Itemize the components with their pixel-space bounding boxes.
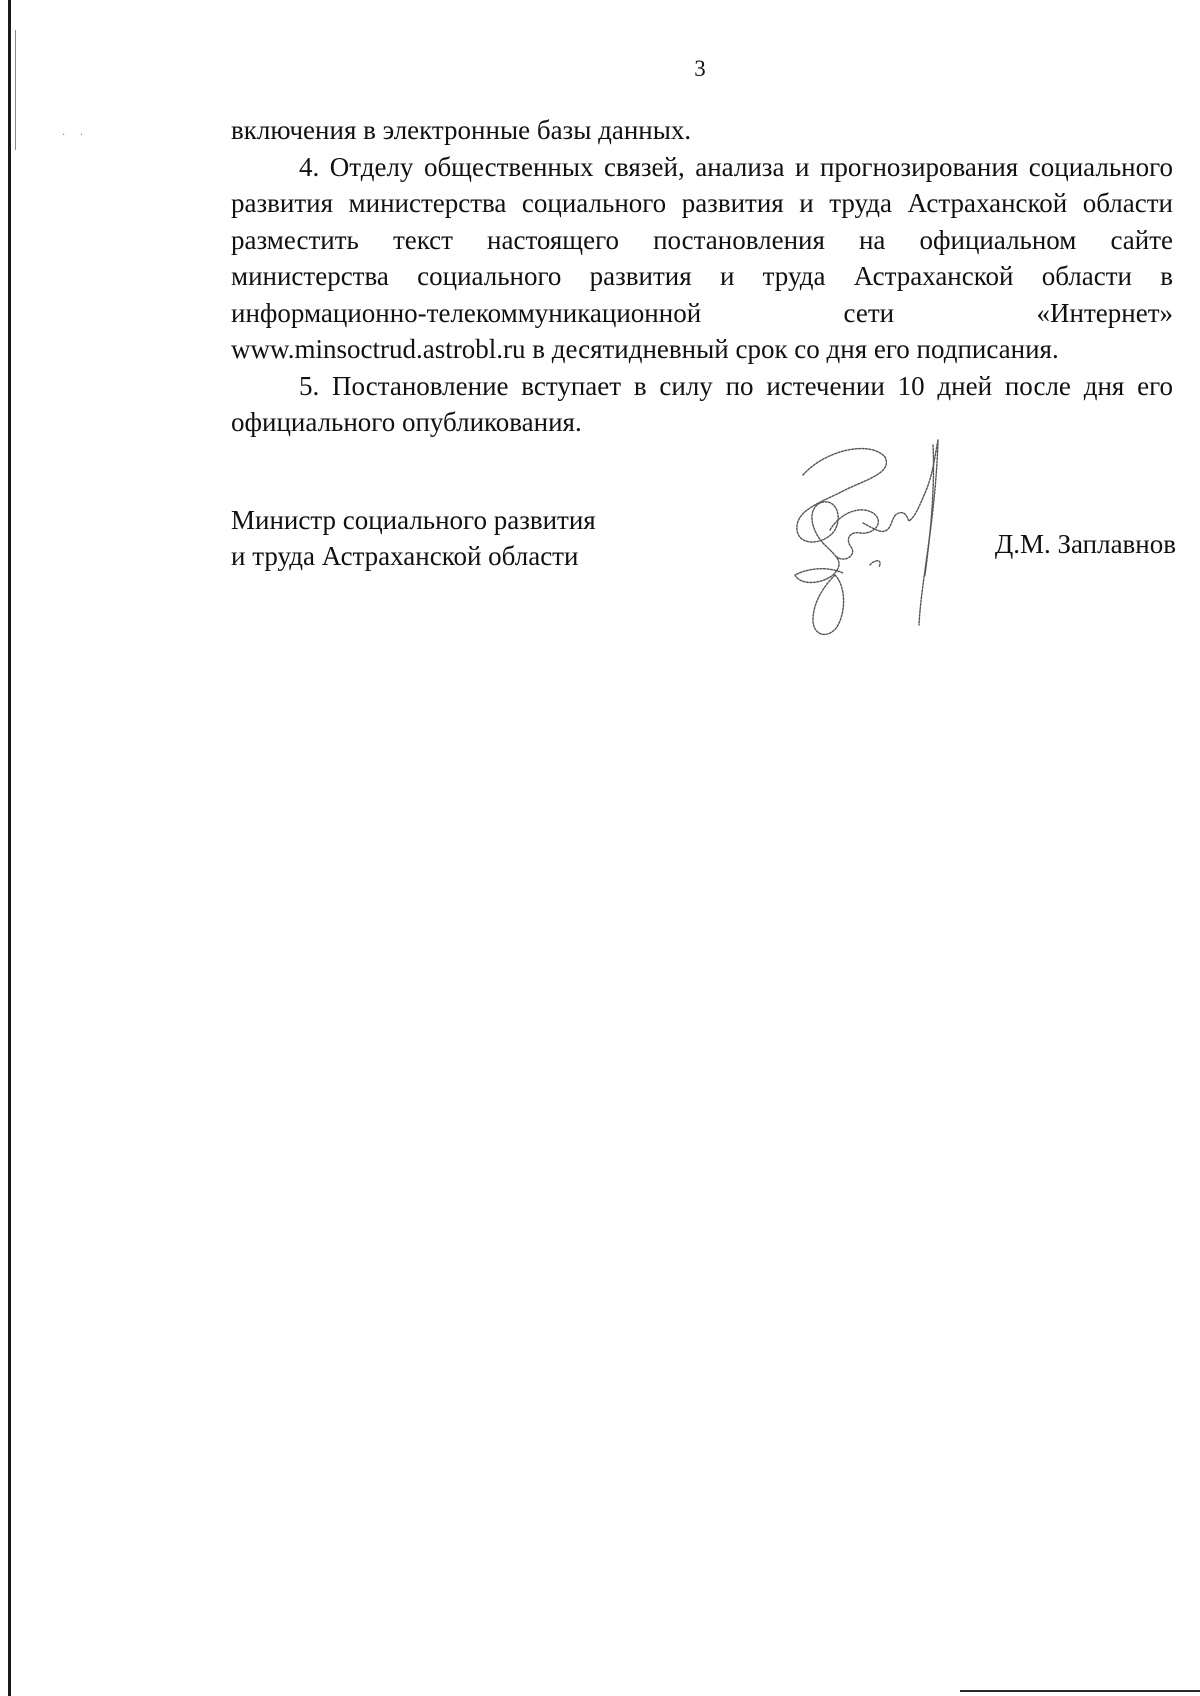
- scan-edge-bottom: [960, 1690, 1200, 1692]
- paragraph-continuation: включения в электронные базы данных.: [231, 115, 692, 145]
- scan-noise: · ·: [62, 130, 90, 141]
- scan-edge-left: [8, 0, 11, 1696]
- document-body: [231, 112, 1173, 441]
- signatory-position: [231, 502, 596, 574]
- signatory-position-line-2: и труда Астраханской области: [231, 541, 579, 571]
- page-number: 3: [694, 56, 706, 81]
- signatory-name: Д.М. Заплавнов: [994, 529, 1176, 559]
- scan-edge-left-thin: [15, 30, 16, 150]
- paragraph-item-5: 5. Постановление вступает в силу по истечении 10 дней после дня его официального опубликования.: [231, 370, 1173, 437]
- paragraph-item-4: 4. Отделу общественных связей, анализа и прогнозирования социального развития министерства социального развития и труда Астраханской области разместить текст настоящего постановления на официальном сайте министерства социального развития и труда Астраханской области в информационно-телекоммуникационной сети «Интернет» www.minsoctrud.astrobl.ru в десятидневный срок со дня его подписания.: [231, 151, 1173, 364]
- signatory-position-line-1: Министр социального развития: [231, 505, 596, 535]
- handwritten-signature: [775, 435, 975, 660]
